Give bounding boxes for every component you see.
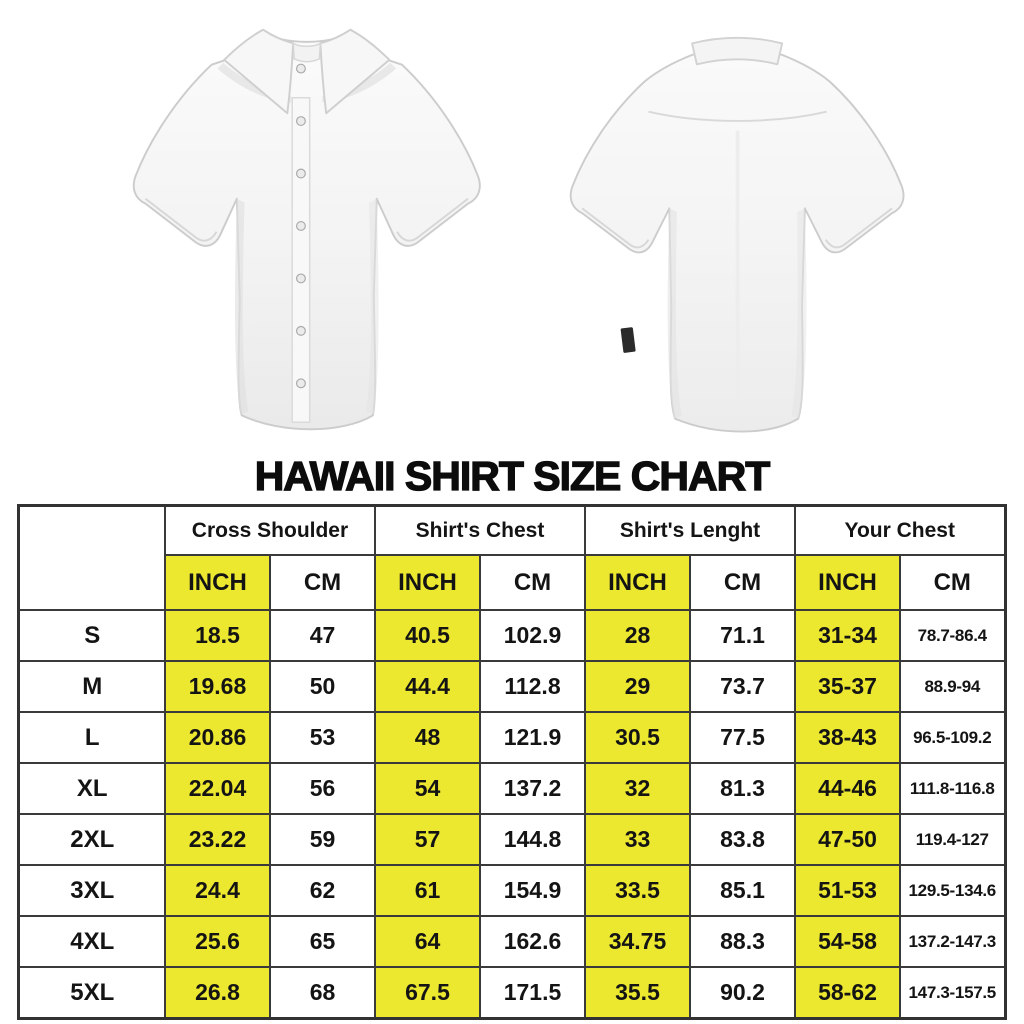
value-cell: 59	[270, 814, 375, 865]
value-cell: 96.5-109.2	[900, 712, 1005, 763]
size-label-3xl: 3XL	[19, 865, 165, 916]
value-cell: 50	[270, 661, 375, 712]
table-row-5xl	[19, 967, 1005, 1019]
column-group-shirts-lenght: Shirt's Lenght	[585, 506, 795, 556]
value-cell: 35.5	[585, 967, 690, 1019]
value-cell: 25.6	[165, 916, 270, 967]
value-cell: 137.2	[480, 763, 585, 814]
value-cell: 85.1	[690, 865, 795, 916]
size-label-l: L	[19, 712, 165, 763]
shirt-images	[0, 0, 1024, 452]
shirt-side-tag	[621, 327, 636, 353]
value-cell: 65	[270, 916, 375, 967]
value-cell: 30.5	[585, 712, 690, 763]
size-label-4xl: 4XL	[19, 916, 165, 967]
value-cell: 22.04	[165, 763, 270, 814]
value-cell: 51-53	[795, 865, 900, 916]
value-cell: 38-43	[795, 712, 900, 763]
unit-header-cm: CM	[270, 555, 375, 610]
value-cell: 18.5	[165, 610, 270, 661]
size-chart-table	[17, 504, 1006, 1020]
value-cell: 44-46	[795, 763, 900, 814]
value-cell: 47	[270, 610, 375, 661]
value-cell: 62	[270, 865, 375, 916]
value-cell: 40.5	[375, 610, 480, 661]
value-cell: 162.6	[480, 916, 585, 967]
value-cell: 102.9	[480, 610, 585, 661]
value-cell: 29	[585, 661, 690, 712]
unit-header-inch: INCH	[585, 555, 690, 610]
value-cell: 54	[375, 763, 480, 814]
unit-header-inch: INCH	[375, 555, 480, 610]
value-cell: 34.75	[585, 916, 690, 967]
value-cell: 147.3-157.5	[900, 967, 1005, 1019]
value-cell: 144.8	[480, 814, 585, 865]
table-row-2xl	[19, 814, 1005, 865]
value-cell: 73.7	[690, 661, 795, 712]
value-cell: 24.4	[165, 865, 270, 916]
value-cell: 56	[270, 763, 375, 814]
value-cell: 26.8	[165, 967, 270, 1019]
shirt-placket	[292, 98, 309, 422]
value-cell: 81.3	[690, 763, 795, 814]
size-label-s: S	[19, 610, 165, 661]
value-cell: 88.9-94	[900, 661, 1005, 712]
value-cell: 19.68	[165, 661, 270, 712]
table-row-l	[19, 712, 1005, 763]
value-cell: 64	[375, 916, 480, 967]
value-cell: 129.5-134.6	[900, 865, 1005, 916]
value-cell: 137.2-147.3	[900, 916, 1005, 967]
table-row-4xl	[19, 916, 1005, 967]
value-cell: 33	[585, 814, 690, 865]
column-group-shirts-chest: Shirt's Chest	[375, 506, 585, 556]
unit-header-inch: INCH	[165, 555, 270, 610]
table-row-xl	[19, 763, 1005, 814]
value-cell: 111.8-116.8	[900, 763, 1005, 814]
shirt-back-image	[531, 22, 929, 444]
table-unit-header-row	[19, 555, 1005, 610]
unit-header-cm: CM	[690, 555, 795, 610]
value-cell: 32	[585, 763, 690, 814]
collar-band	[293, 43, 320, 61]
value-cell: 171.5	[480, 967, 585, 1019]
value-cell: 57	[375, 814, 480, 865]
column-group-your-chest: Your Chest	[795, 506, 1005, 556]
size-label-2xl: 2XL	[19, 814, 165, 865]
value-cell: 33.5	[585, 865, 690, 916]
value-cell: 78.7-86.4	[900, 610, 1005, 661]
page-title: HAWAII SHIRT SIZE CHART	[254, 453, 770, 499]
value-cell: 119.4-127	[900, 814, 1005, 865]
table-row-3xl	[19, 865, 1005, 916]
unit-header-inch: INCH	[795, 555, 900, 610]
value-cell: 35-37	[795, 661, 900, 712]
value-cell: 90.2	[690, 967, 795, 1019]
value-cell: 54-58	[795, 916, 900, 967]
value-cell: 154.9	[480, 865, 585, 916]
value-cell: 20.86	[165, 712, 270, 763]
value-cell: 23.22	[165, 814, 270, 865]
value-cell: 28	[585, 610, 690, 661]
value-cell: 68	[270, 967, 375, 1019]
value-cell: 31-34	[795, 610, 900, 661]
value-cell: 48	[375, 712, 480, 763]
corner-cell	[19, 506, 165, 611]
shirt-front-image	[95, 6, 503, 444]
size-label-xl: XL	[19, 763, 165, 814]
size-label-m: M	[19, 661, 165, 712]
value-cell: 71.1	[690, 610, 795, 661]
value-cell: 67.5	[375, 967, 480, 1019]
column-group-cross-shoulder: Cross Shoulder	[165, 506, 375, 556]
value-cell: 112.8	[480, 661, 585, 712]
table-row-s	[19, 610, 1005, 661]
value-cell: 88.3	[690, 916, 795, 967]
value-cell: 121.9	[480, 712, 585, 763]
value-cell: 61	[375, 865, 480, 916]
size-label-5xl: 5XL	[19, 967, 165, 1019]
value-cell: 47-50	[795, 814, 900, 865]
table-row-m	[19, 661, 1005, 712]
value-cell: 77.5	[690, 712, 795, 763]
value-cell: 83.8	[690, 814, 795, 865]
value-cell: 53	[270, 712, 375, 763]
table-group-header-row	[19, 506, 1005, 556]
value-cell: 44.4	[375, 661, 480, 712]
unit-header-cm: CM	[480, 555, 585, 610]
unit-header-cm: CM	[900, 555, 1005, 610]
value-cell: 58-62	[795, 967, 900, 1019]
